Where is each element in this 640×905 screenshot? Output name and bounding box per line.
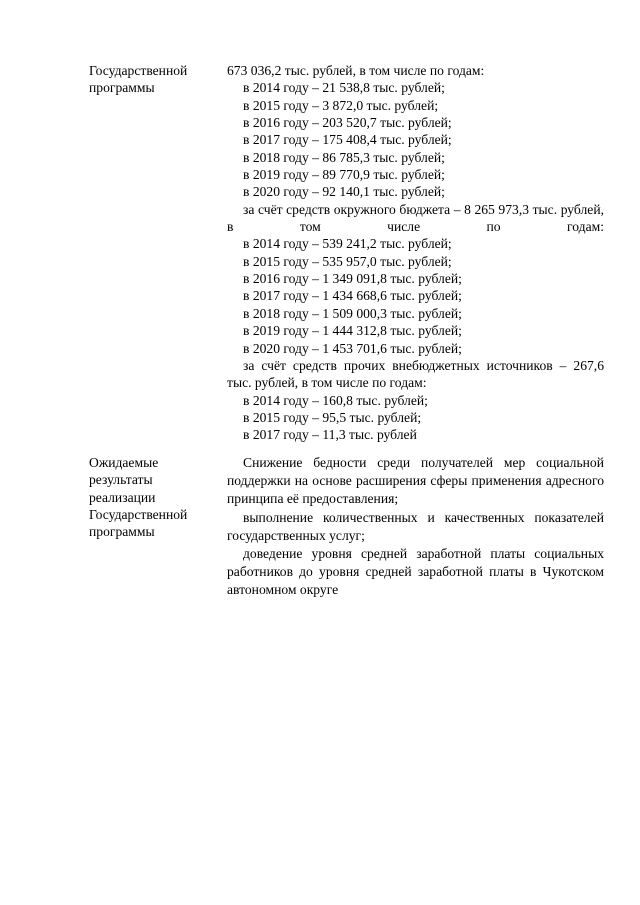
results-label-line: реализации — [89, 489, 156, 505]
federal-year-item: в 2016 году – 203 520,7 тыс. рублей; — [243, 115, 452, 131]
federal-year-item: в 2018 году – 86 785,3 тыс. рублей; — [243, 149, 445, 165]
federal-year-item: в 2014 году – 21 538,8 тыс. рублей; — [243, 80, 445, 96]
district-year-item: в 2020 году – 1 453 701,6 тыс. рублей; — [243, 340, 462, 356]
federal-year-item: в 2020 году – 92 140,1 тыс. рублей; — [243, 184, 445, 200]
results-label-line: программы — [89, 524, 155, 540]
financing-label-line: программы — [89, 80, 155, 96]
federal-year-item: в 2017 году – 175 408,4 тыс. рублей; — [243, 132, 452, 148]
district-year-item: в 2014 году – 539 241,2 тыс. рублей; — [243, 236, 452, 252]
financing-label — [89, 62, 219, 97]
district-year-item: в 2017 году – 1 434 668,6 тыс. рублей; — [243, 288, 462, 304]
other-year-item: в 2014 году – 160,8 тыс. рублей; — [243, 392, 428, 408]
results-label-line: Государственной — [89, 506, 188, 522]
federal-year-item: в 2015 году – 3 872,0 тыс. рублей; — [243, 97, 439, 113]
results-label — [89, 454, 219, 540]
result-paragraph: выполнение количественных и качественных показателей государственных услуг; — [227, 509, 604, 543]
other-year-item: в 2017 году – 11,3 тыс. рублей — [243, 427, 417, 443]
result-paragraph: доведение уровня средней заработной платы социальных работников до уровня средней заработной платы в Чукотском автономном округе — [227, 546, 604, 598]
results-content — [227, 454, 604, 600]
district-year-item: в 2019 году – 1 444 312,8 тыс. рублей; — [243, 323, 462, 339]
district-year-item: в 2018 году – 1 509 000,3 тыс. рублей; — [243, 305, 462, 321]
results-label-line: Ожидаемые — [89, 455, 159, 470]
district-budget-intro: за счёт средств окружного бюджета – 8 265 973,3 тыс. рублей, в том числе по годам: — [227, 201, 604, 235]
result-paragraph: Снижение бедности среди получателей мер социальной поддержки на основе расширения сферы применения адресного принципа её предоставления; — [227, 455, 604, 507]
results-label-line: результаты — [89, 472, 153, 488]
district-year-item: в 2015 году – 535 957,0 тыс. рублей; — [243, 253, 452, 269]
district-year-item: в 2016 году – 1 349 091,8 тыс. рублей; — [243, 271, 462, 287]
financing-intro: 673 036,2 тыс. рублей, в том числе по годам: — [227, 63, 485, 78]
financing-content — [227, 62, 604, 444]
financing-label-line: Государственной — [89, 63, 188, 78]
federal-year-item: в 2019 году – 89 770,9 тыс. рублей; — [243, 167, 445, 183]
other-year-item: в 2015 году – 95,5 тыс. рублей; — [243, 409, 422, 425]
other-sources-intro: за счёт средств прочих внебюджетных источников – 267,6 тыс. рублей, в том числе по годам: — [227, 357, 604, 391]
